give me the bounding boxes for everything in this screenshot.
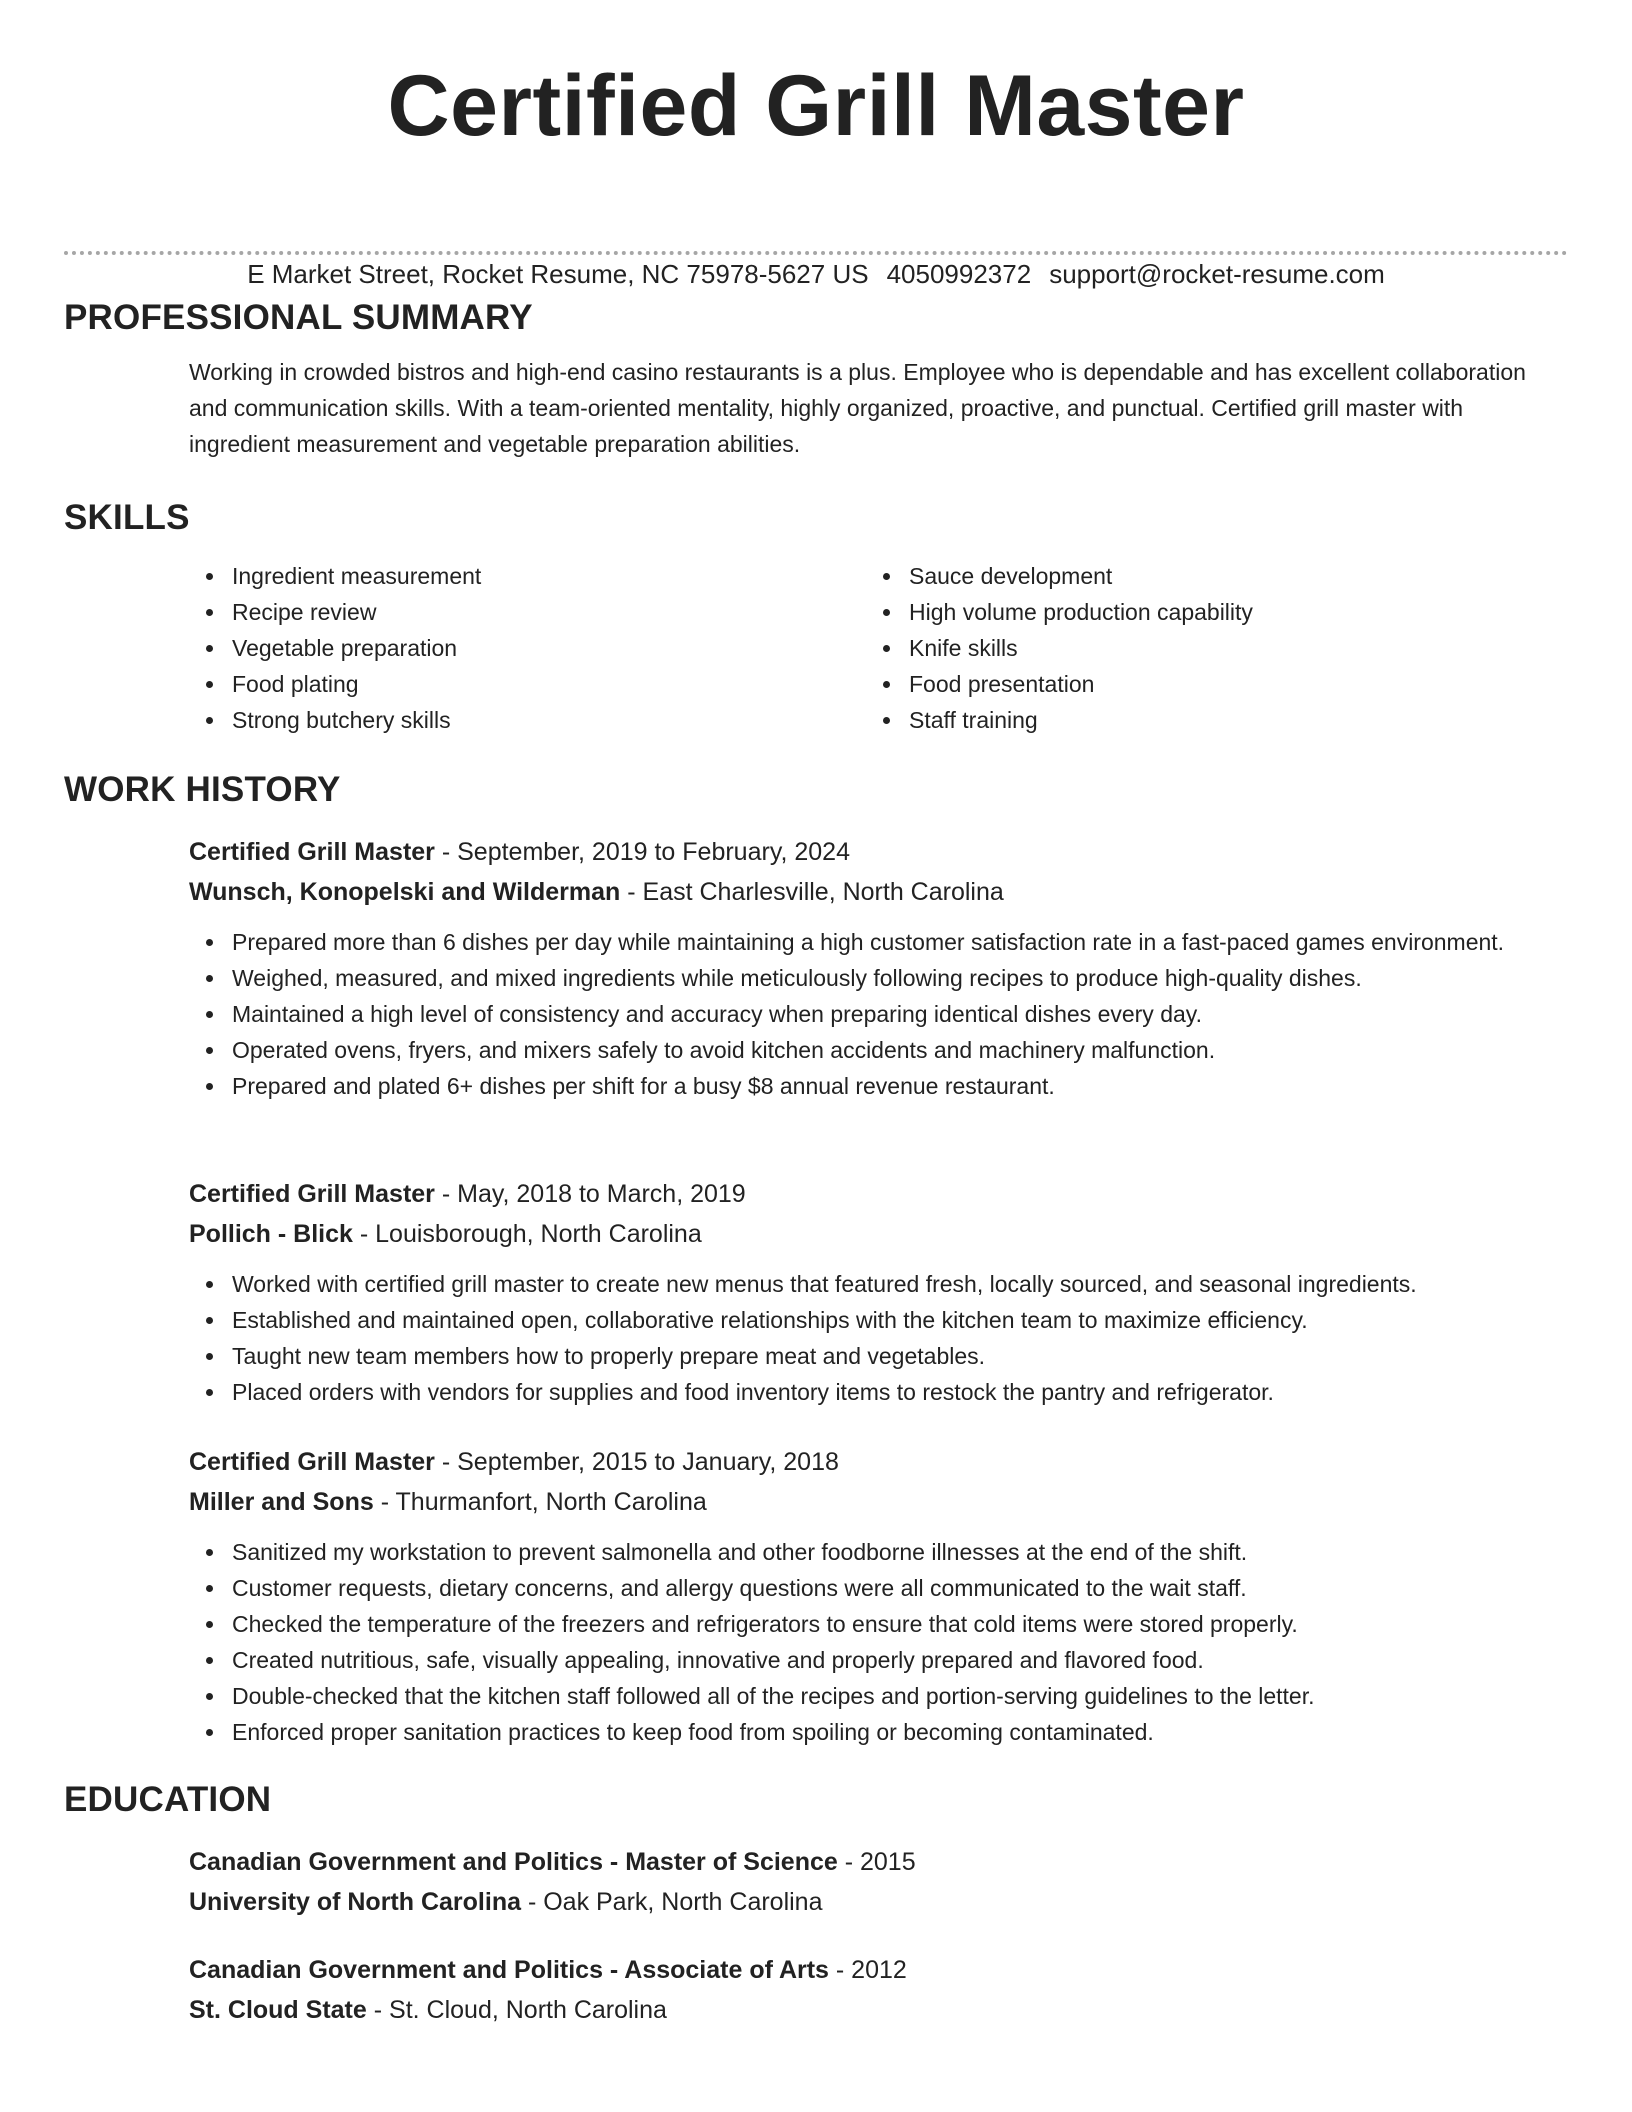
job-bullet: Prepared more than 6 dishes per day while maintaining a high customer satisfaction rate in a fast-paced games environment. bbox=[189, 924, 1568, 960]
job-position: Certified Grill Master bbox=[189, 838, 435, 866]
skill-item: High volume production capability bbox=[866, 594, 1568, 630]
skills-list-right bbox=[866, 558, 1568, 738]
job-bullet: Worked with certified grill master to create new menus that featured fresh, locally sourced, and seasonal ingredients. bbox=[189, 1266, 1568, 1302]
edu-school-line bbox=[189, 1882, 1568, 1922]
education-entry bbox=[64, 1842, 1568, 1922]
job-location: - Thurmanfort, North Carolina bbox=[373, 1488, 707, 1516]
skills-section bbox=[64, 496, 1568, 738]
job-entry bbox=[64, 832, 1568, 1104]
job-bullet: Prepared and plated 6+ dishes per shift for a busy $8 annual revenue restaurant. bbox=[189, 1068, 1568, 1104]
section-title-work: WORK HISTORY bbox=[64, 770, 341, 809]
skill-item: Knife skills bbox=[866, 630, 1568, 666]
summary-text: Working in crowded bistros and high-end casino restaurants is a plus. Employee who is dependable and has excellent collaboration and communication skills. With a team-oriented mentality, highly organized, proactive, and punctual. Certified grill master with ingredient measurement and vegetable preparation abilities. bbox=[189, 359, 1526, 457]
job-bullet: Created nutritious, safe, visually appealing, innovative and properly prepared and flavored food. bbox=[189, 1642, 1568, 1678]
candidate-name: Certified Grill Master bbox=[387, 58, 1245, 154]
job-company-line bbox=[189, 1482, 1568, 1522]
skill-item: Recipe review bbox=[189, 594, 866, 630]
job-dates: - May, 2018 to March, 2019 bbox=[434, 1180, 746, 1208]
address: E Market Street, Rocket Resume, NC 75978-5627 US bbox=[247, 259, 869, 289]
job-dates: - September, 2019 to February, 2024 bbox=[434, 838, 850, 866]
education-section bbox=[64, 1778, 1568, 1822]
edu-degree: Canadian Government and Politics - Associate of Arts bbox=[189, 1956, 829, 1984]
work-section bbox=[64, 768, 1568, 812]
edu-degree-line bbox=[189, 1842, 1568, 1882]
job-bullet: Sanitized my workstation to prevent salmonella and other foodborne illnesses at the end of the shift. bbox=[189, 1534, 1568, 1570]
skill-item: Ingredient measurement bbox=[189, 558, 866, 594]
job-company-line bbox=[189, 1214, 1568, 1254]
edu-school: University of North Carolina bbox=[189, 1888, 521, 1916]
job-bullets bbox=[189, 1534, 1568, 1750]
edu-degree-line bbox=[189, 1950, 1568, 1990]
job-bullet: Taught new team members how to properly prepare meat and vegetables. bbox=[189, 1338, 1568, 1374]
job-location: - East Charlesville, North Carolina bbox=[620, 878, 1004, 906]
skills-list-left bbox=[189, 558, 866, 738]
skill-item: Staff training bbox=[866, 702, 1568, 738]
job-bullet: Placed orders with vendors for supplies and food inventory items to restock the pantry and refrigerator. bbox=[189, 1374, 1568, 1410]
edu-location: - St. Cloud, North Carolina bbox=[366, 1996, 667, 2024]
job-entry bbox=[64, 1442, 1568, 1750]
section-title-education: EDUCATION bbox=[64, 1780, 272, 1819]
contact-line bbox=[0, 254, 1632, 294]
job-bullet: Enforced proper sanitation practices to keep food from spoiling or becoming contaminated. bbox=[189, 1714, 1568, 1750]
summary-section bbox=[64, 296, 1568, 462]
skill-item: Food presentation bbox=[866, 666, 1568, 702]
skill-item: Food plating bbox=[189, 666, 866, 702]
skill-item: Vegetable preparation bbox=[189, 630, 866, 666]
job-bullet: Operated ovens, fryers, and mixers safely to avoid kitchen accidents and machinery malfunction. bbox=[189, 1032, 1568, 1068]
edu-location: - Oak Park, North Carolina bbox=[521, 1888, 823, 1916]
job-position: Certified Grill Master bbox=[189, 1180, 435, 1208]
job-entry bbox=[64, 1174, 1568, 1410]
job-bullet: Checked the temperature of the freezers and refrigerators to ensure that cold items were stored properly. bbox=[189, 1606, 1568, 1642]
job-bullet: Weighed, measured, and mixed ingredients while meticulously following recipes to produce high-quality dishes. bbox=[189, 960, 1568, 996]
job-bullet: Customer requests, dietary concerns, and allergy questions were all communicated to the wait staff. bbox=[189, 1570, 1568, 1606]
job-company-line bbox=[189, 872, 1568, 912]
resume-header bbox=[64, 0, 1568, 156]
job-title-line bbox=[189, 1174, 1568, 1214]
job-bullet: Established and maintained open, collaborative relationships with the kitchen team to maximize efficiency. bbox=[189, 1302, 1568, 1338]
job-company: Wunsch, Konopelski and Wilderman bbox=[189, 878, 621, 906]
education-entry bbox=[64, 1950, 1568, 2030]
job-dates: - September, 2015 to January, 2018 bbox=[434, 1448, 839, 1476]
section-title-summary: PROFESSIONAL SUMMARY bbox=[64, 298, 533, 337]
edu-school-line bbox=[189, 1990, 1568, 2030]
section-title-skills: SKILLS bbox=[64, 498, 190, 537]
header-divider bbox=[64, 251, 1568, 255]
job-location: - Louisborough, North Carolina bbox=[352, 1220, 702, 1248]
job-title-line bbox=[189, 1442, 1568, 1482]
job-position: Certified Grill Master bbox=[189, 1448, 435, 1476]
edu-degree: Canadian Government and Politics - Master of Science bbox=[189, 1848, 838, 1876]
job-bullet: Double-checked that the kitchen staff followed all of the recipes and portion-serving guidelines to the letter. bbox=[189, 1678, 1568, 1714]
edu-school: St. Cloud State bbox=[189, 1996, 367, 2024]
job-bullet: Maintained a high level of consistency and accuracy when preparing identical dishes every day. bbox=[189, 996, 1568, 1032]
edu-year: - 2015 bbox=[837, 1848, 916, 1876]
job-company: Miller and Sons bbox=[189, 1488, 374, 1516]
email: support@rocket-resume.com bbox=[1049, 259, 1385, 289]
skill-item: Strong butchery skills bbox=[189, 702, 866, 738]
job-company: Pollich - Blick bbox=[189, 1220, 353, 1248]
job-bullets bbox=[189, 1266, 1568, 1410]
phone: 4050992372 bbox=[886, 259, 1032, 289]
job-bullets bbox=[189, 924, 1568, 1104]
edu-year: - 2012 bbox=[828, 1956, 907, 1984]
job-title-line bbox=[189, 832, 1568, 872]
skill-item: Sauce development bbox=[866, 558, 1568, 594]
